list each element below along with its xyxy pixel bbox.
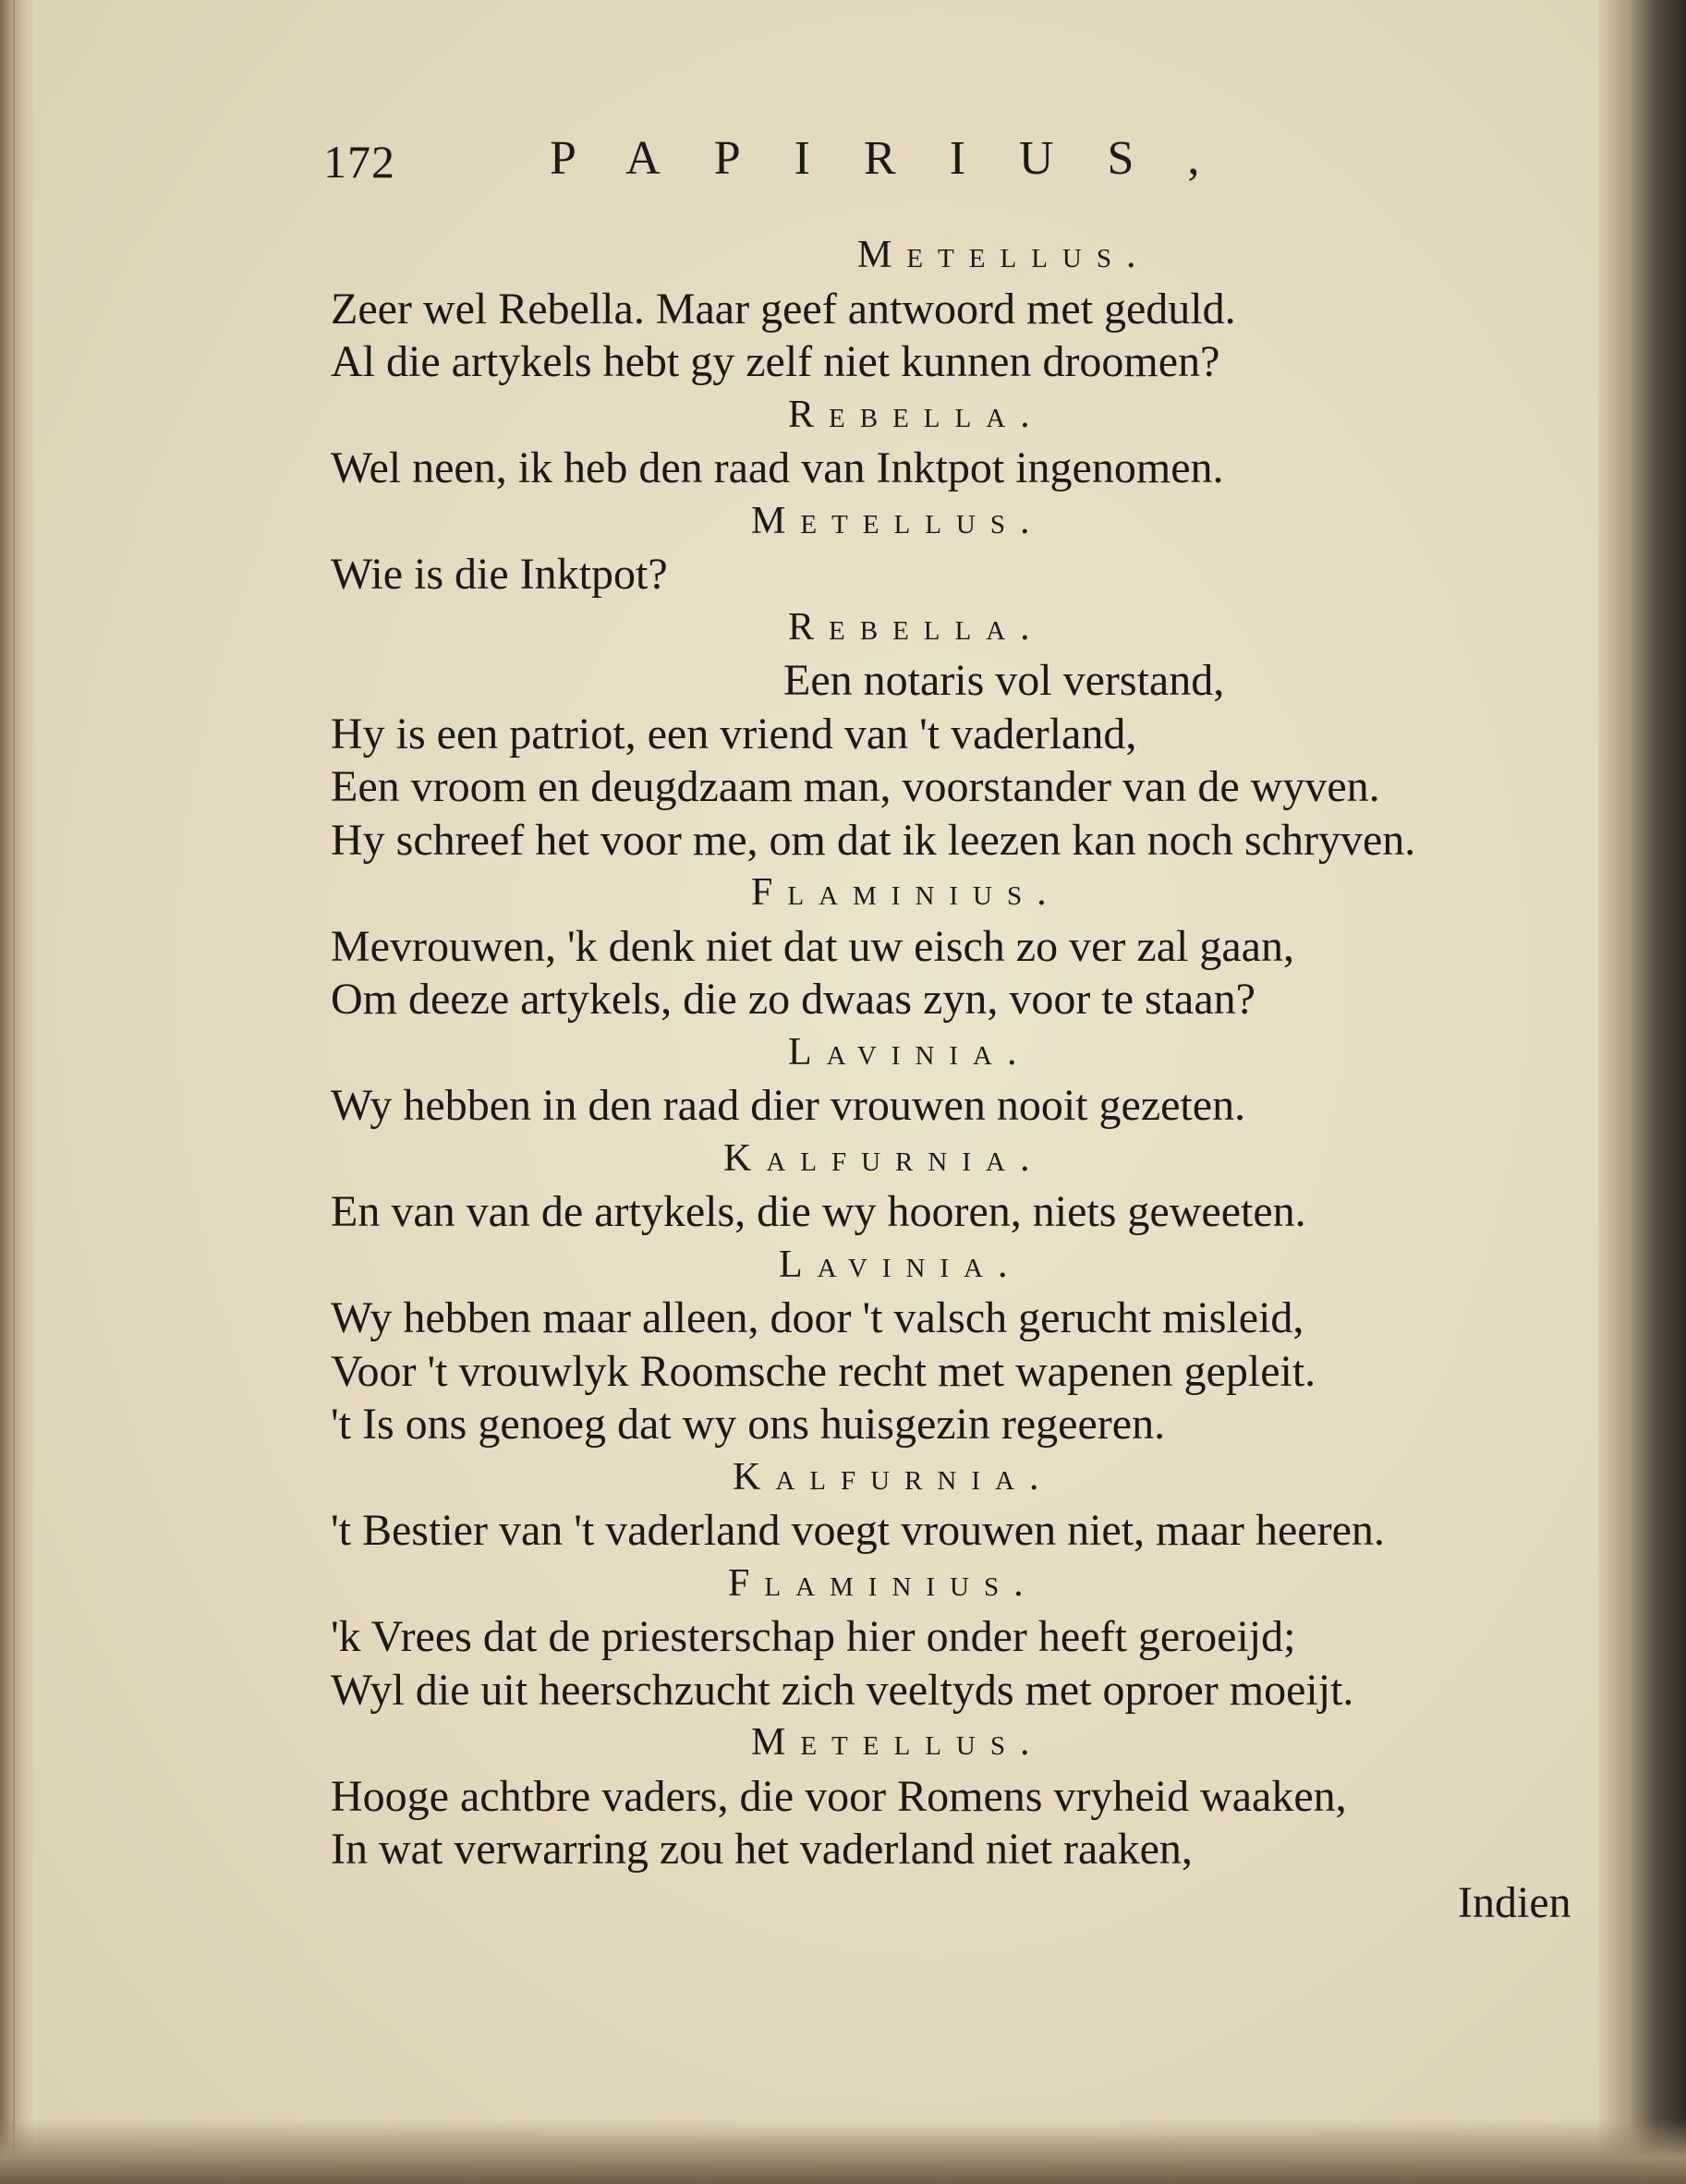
verse-line: Voor 't vrouwlyk Roomsche recht met wapenen gepleit.	[331, 1346, 1316, 1396]
verse-line: Wel neen, ik heb den raad van Inktpot ingenomen.	[331, 443, 1224, 492]
verse-line: Hy schreef het voor me, om dat ik leezen kan noch schryven.	[331, 815, 1416, 865]
speaker-name: Flaminius.	[728, 1561, 1038, 1605]
verse-line: Wyl die uit heerschzucht zich veeltyds met oproer moeijt.	[331, 1665, 1354, 1715]
speaker-name: Metellus.	[751, 499, 1045, 542]
verse-line: Wie is die Inktpot?	[331, 550, 668, 599]
verse-line: Om deeze artykels, die zo dwaas zyn, voor te staan?	[331, 975, 1255, 1024]
verse-line: Wy hebben maar alleen, door 't valsch gerucht misleid,	[331, 1293, 1304, 1342]
speaker-name: Metellus.	[857, 234, 1151, 276]
verse-line: Zeer wel Rebella. Maar geef antwoord met geduld.	[331, 284, 1236, 334]
speaker-name: Lavinia.	[779, 1243, 1023, 1286]
verse-line: 't Bestier van 't vaderland voegt vrouwen niet, maar heeren.	[331, 1506, 1385, 1555]
catchword: Indien	[1458, 1878, 1571, 1927]
page-number: 172	[323, 136, 395, 188]
running-title: PAPIRIUS,	[550, 132, 1254, 185]
page-edge-bottom	[0, 2119, 1686, 2184]
verse-line: Hy is een patriot, een vriend van 't vaderland,	[331, 709, 1137, 758]
page-edge-right	[1598, 0, 1686, 2184]
verse-line: Hooge achtbre vaders, die voor Romens vryheid waaken,	[331, 1771, 1347, 1821]
verse-line: Een notaris vol verstand,	[783, 656, 1225, 705]
speaker-name: Lavinia.	[788, 1030, 1032, 1074]
verse-line: Wy hebben in den raad dier vrouwen nooit gezeten.	[331, 1081, 1246, 1130]
speaker-name: Flaminius.	[751, 871, 1061, 914]
verse-line: Een vroom en deugdzaam man, voorstander van de wyven.	[331, 762, 1380, 811]
page-gutter-left	[0, 0, 37, 2184]
speaker-name: Metellus.	[751, 1721, 1045, 1764]
speaker-name: Kalfurnia.	[733, 1455, 1054, 1498]
verse-line: Al die artykels hebt gy zelf niet kunnen droomen?	[331, 337, 1220, 386]
verse-line: 't Is ons genoeg dat wy ons huisgezin regeeren.	[331, 1400, 1166, 1449]
verse-line: 'k Vrees dat de priesterschap hier onder heeft geroeijd;	[331, 1612, 1296, 1661]
verse-line: In wat verwarring zou het vaderland niet raaken,	[331, 1825, 1193, 1874]
play-text	[331, 229, 1596, 1876]
verse-line: En van van de artykels, die wy hooren, niets geweeten.	[331, 1187, 1306, 1236]
speaker-name: Kalfurnia.	[723, 1136, 1045, 1180]
verse-line: Mevrouwen, 'k denk niet dat uw eisch zo ver zal gaan,	[331, 921, 1294, 971]
speaker-name: Rebella.	[788, 393, 1045, 436]
running-header	[323, 131, 1395, 196]
speaker-name: Rebella.	[788, 605, 1045, 649]
